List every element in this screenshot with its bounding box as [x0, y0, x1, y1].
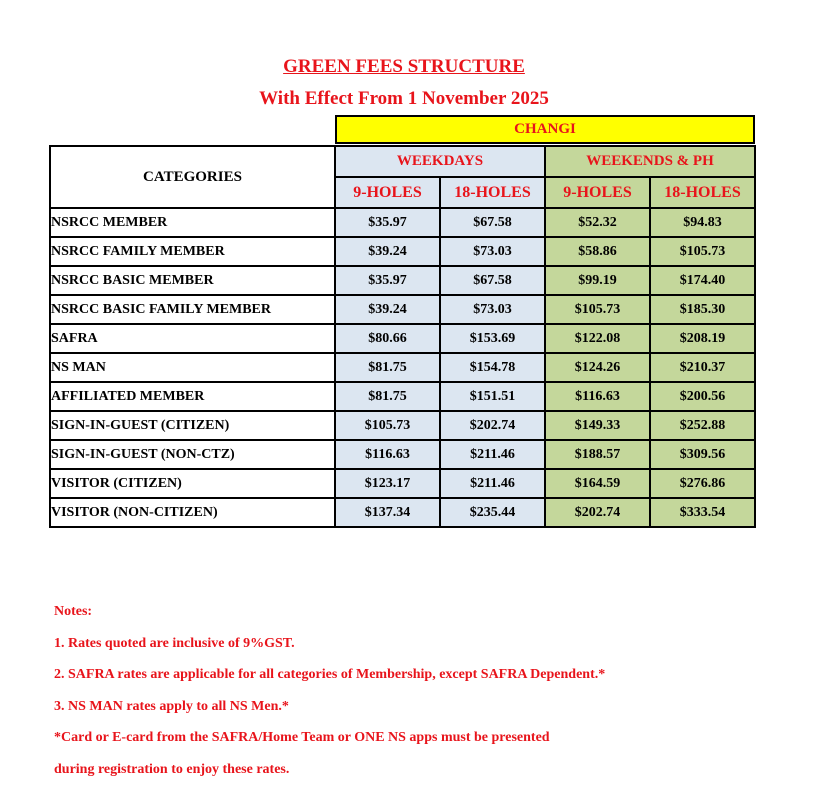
weekend-9-holes-fee: $99.19 [545, 266, 650, 295]
page-title: GREEN FEES STRUCTURE [283, 56, 525, 77]
weekday-9-holes-header: 9-HOLES [335, 177, 440, 208]
weekday-9-holes-fee: $81.75 [335, 353, 440, 382]
weekday-18-holes-fee: $235.44 [440, 498, 545, 527]
note-item: *Card or E-card from the SAFRA/Home Team or ONE NS apps must be presented [54, 730, 550, 745]
weekend-9-holes-fee: $149.33 [545, 411, 650, 440]
category-cell: NS MAN [50, 353, 335, 382]
table-row [50, 353, 755, 382]
weekend-18-holes-fee: $200.56 [650, 382, 755, 411]
weekend-9-holes-fee: $116.63 [545, 382, 650, 411]
category-cell: SIGN-IN-GUEST (CITIZEN) [50, 411, 335, 440]
weekday-18-holes-header: 18-HOLES [440, 177, 545, 208]
weekday-18-holes-fee: $211.46 [440, 440, 545, 469]
weekend-18-holes-fee: $105.73 [650, 237, 755, 266]
weekend-18-holes-fee: $94.83 [650, 208, 755, 237]
weekend-18-holes-fee: $208.19 [650, 324, 755, 353]
weekday-9-holes-fee: $105.73 [335, 411, 440, 440]
weekend-18-holes-fee: $333.54 [650, 498, 755, 527]
table-row [50, 237, 755, 266]
weekend-18-holes-fee: $174.40 [650, 266, 755, 295]
weekday-9-holes-fee: $35.97 [335, 266, 440, 295]
weekday-18-holes-fee: $211.46 [440, 469, 545, 498]
category-cell: AFFILIATED MEMBER [50, 382, 335, 411]
table-row [50, 411, 755, 440]
note-item: 1. Rates quoted are inclusive of 9%GST. [54, 635, 295, 651]
weekday-9-holes-fee: $123.17 [335, 469, 440, 498]
category-cell: NSRCC BASIC FAMILY MEMBER [50, 295, 335, 324]
table-row [50, 266, 755, 295]
weekday-18-holes-fee: $73.03 [440, 295, 545, 324]
category-cell: NSRCC FAMILY MEMBER [50, 237, 335, 266]
weekday-9-holes-fee: $80.66 [335, 324, 440, 353]
weekday-18-holes-fee: $202.74 [440, 411, 545, 440]
notes-section [54, 596, 605, 785]
weekend-18-holes-fee: $276.86 [650, 469, 755, 498]
weekday-18-holes-fee: $67.58 [440, 266, 545, 295]
table-row [50, 382, 755, 411]
location-header-changi: CHANGI [335, 115, 755, 144]
weekend-18-holes-fee: $185.30 [650, 295, 755, 324]
category-cell: SIGN-IN-GUEST (NON-CTZ) [50, 440, 335, 469]
notes-heading: Notes: [54, 604, 93, 619]
table-row [50, 469, 755, 498]
weekend-9-holes-fee: $202.74 [545, 498, 650, 527]
note-item: 3. NS MAN rates apply to all NS Men.* [54, 698, 289, 714]
weekday-18-holes-fee: $67.58 [440, 208, 545, 237]
category-cell: VISITOR (NON-CITIZEN) [50, 498, 335, 527]
weekend-9-holes-fee: $52.32 [545, 208, 650, 237]
weekday-9-holes-fee: $39.24 [335, 295, 440, 324]
category-cell: SAFRA [50, 324, 335, 353]
weekday-18-holes-fee: $154.78 [440, 353, 545, 382]
weekend-9-holes-fee: $188.57 [545, 440, 650, 469]
green-fees-table [49, 145, 756, 528]
weekday-9-holes-fee: $39.24 [335, 237, 440, 266]
weekend-18-holes-fee: $210.37 [650, 353, 755, 382]
weekend-18-holes-fee: $252.88 [650, 411, 755, 440]
weekend-18-holes-header: 18-HOLES [650, 177, 755, 208]
weekday-9-holes-fee: $35.97 [335, 208, 440, 237]
weekday-18-holes-fee: $151.51 [440, 382, 545, 411]
table-row [50, 208, 755, 237]
weekend-9-holes-header: 9-HOLES [545, 177, 650, 208]
note-item: during registration to enjoy these rates. [54, 761, 290, 777]
category-cell: NSRCC MEMBER [50, 208, 335, 237]
category-cell: VISITOR (CITIZEN) [50, 469, 335, 498]
table-row [50, 440, 755, 469]
weekend-18-holes-fee: $309.56 [650, 440, 755, 469]
weekend-9-holes-fee: $122.08 [545, 324, 650, 353]
weekday-18-holes-fee: $73.03 [440, 237, 545, 266]
category-cell: NSRCC BASIC MEMBER [50, 266, 335, 295]
weekday-18-holes-fee: $153.69 [440, 324, 545, 353]
weekend-9-holes-fee: $105.73 [545, 295, 650, 324]
weekday-9-holes-fee: $81.75 [335, 382, 440, 411]
weekend-9-holes-fee: $164.59 [545, 469, 650, 498]
weekends-ph-header: WEEKENDS & PH [545, 146, 755, 177]
weekday-9-holes-fee: $116.63 [335, 440, 440, 469]
categories-header: CATEGORIES [50, 146, 335, 208]
weekday-9-holes-fee: $137.34 [335, 498, 440, 527]
weekend-9-holes-fee: $58.86 [545, 237, 650, 266]
weekend-9-holes-fee: $124.26 [545, 353, 650, 382]
weekdays-header: WEEKDAYS [335, 146, 545, 177]
table-row [50, 324, 755, 353]
table-row [50, 498, 755, 527]
table-row [50, 295, 755, 324]
effective-date-subtitle: With Effect From 1 November 2025 [259, 88, 549, 109]
note-item: 2. SAFRA rates are applicable for all categories of Membership, except SAFRA Dependent.* [54, 667, 606, 682]
